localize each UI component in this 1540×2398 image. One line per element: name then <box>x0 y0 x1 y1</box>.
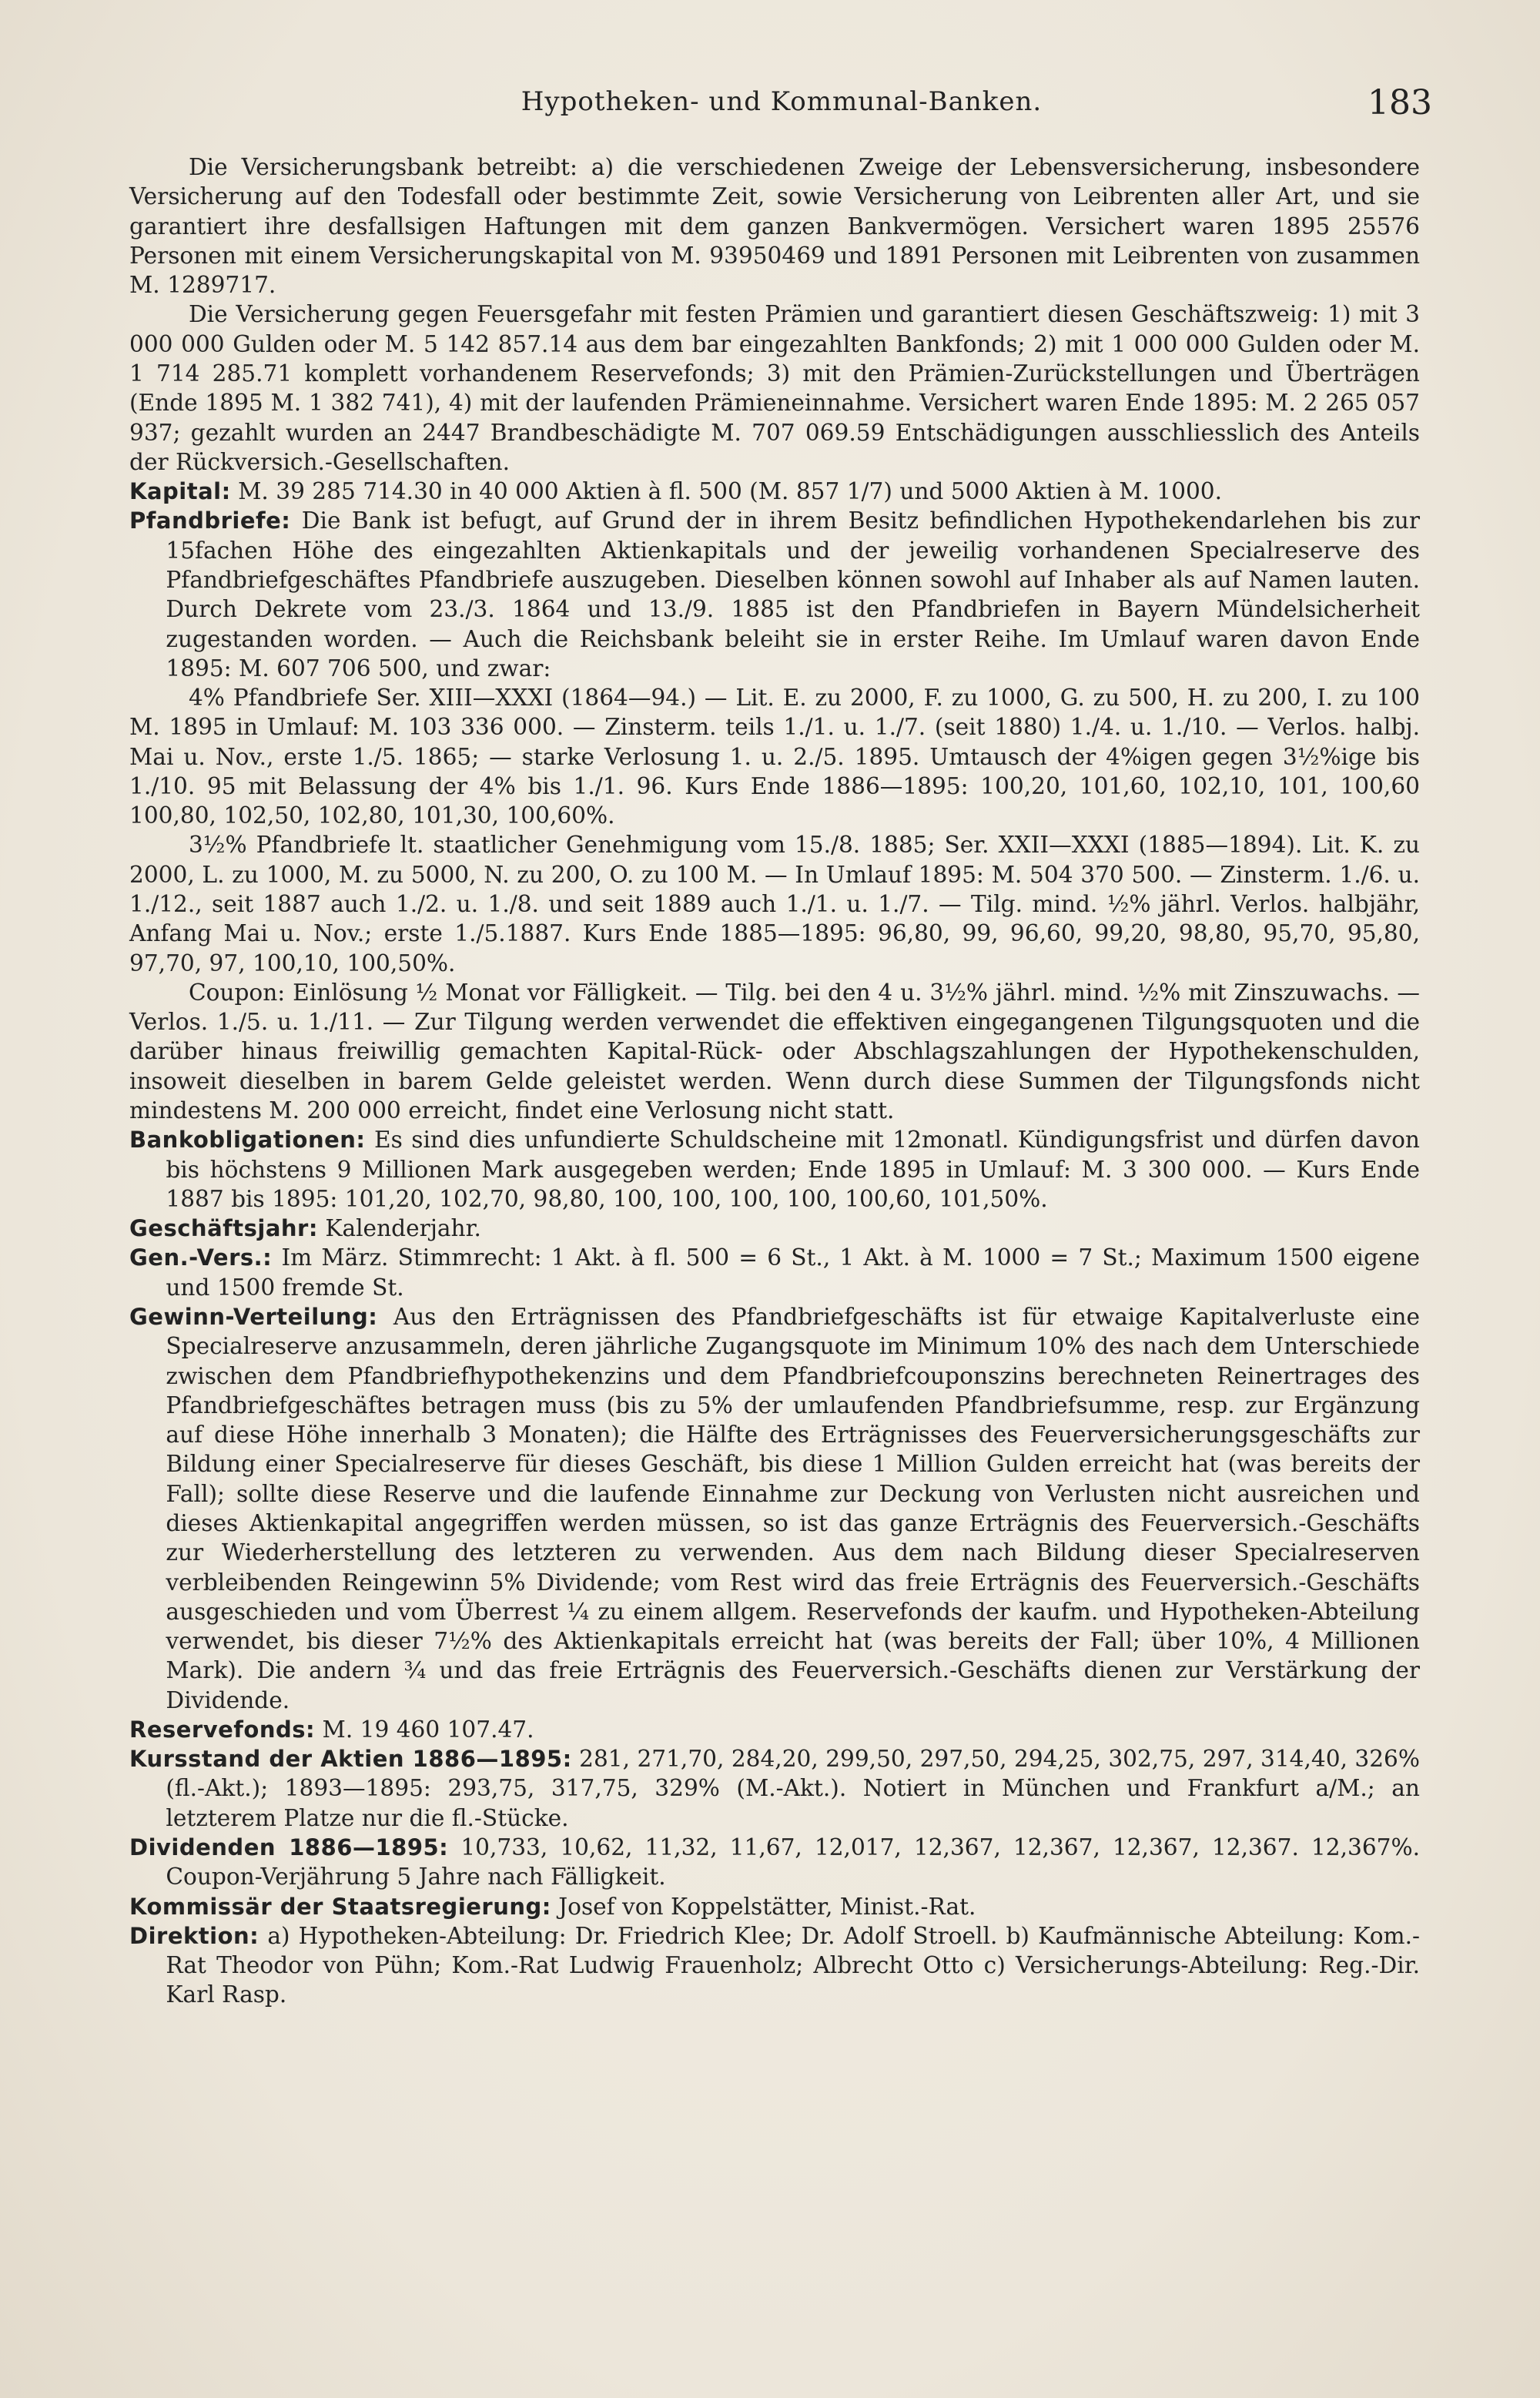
running-head: Hypotheken- und Kommunal-Banken. <box>521 86 1043 117</box>
entry-label: Reservefonds: <box>129 1716 316 1743</box>
body-text <box>129 152 1420 2010</box>
entry-label: Gen.-Vers.: <box>129 1244 273 1271</box>
entry-label: Direktion: <box>129 1922 259 1949</box>
paragraph-text: 4% Pfandbriefe Ser. XIII—XXXI (1864—94.) — Lit. E. zu 2000, F. zu 1000, G. zu 500, H. zu 200, I. zu 100 M. 1895 in Umlauf: M. 103 336 000. — Zinsterm. teils 1./1. u. 1./7. (seit 1880) 1./4. u. 1./10. — Verlos. halbj. Mai u. Nov., erste 1./5. 1865; — starke Verlosung 1. u. 2./5. 1895. Umtausch der 4%igen gegen 3½%ige bis 1./10. 95 mit Belassung der 4% bis 1./1. 96. Kurs Ende 1886—1895: 100,20, 101,60, 102,10, 101, 100,60 100,80, 102,50, 102,80, 101,30, 100,60%. <box>129 685 1420 829</box>
entry-text: 281, 271,70, 284,20, 299,50, 297,50, 294,25, 302,75, 297, 314,40, 326% (fl.-Akt.); 1893—1895: 293,75, 317,75, 329% (M.-Akt.). Notiert in München und Frankfurt a/M.; an letzterem Platze nur die fl.-Stücke. <box>166 1746 1421 1831</box>
entry-text: Es sind dies unfundierte Schuldscheine mit 12monatl. Kündigungsfrist und dürfen davon bis höchstens 9 Millionen Mark ausgegeben werden; Ende 1895 in Umlauf: M. 3 300 000. — Kurs Ende 1887 bis 1895: 101,20, 102,70, 98,80, 100, 100, 100, 100, 100,60, 101,50%. <box>166 1127 1420 1212</box>
entry-text: Aus den Erträgnissen des Pfandbriefgeschäfts ist für etwaige Kapitalverluste eine Specialreserve anzusammeln, deren jährliche Zugangsquote im Minimum 10% des nach dem Unterschiede zwischen dem Pfandbriefhypothekenzins und dem Pfandbriefcouponszins berechneten Reinertrages des Pfandbriefgeschäftes betragen muss (bis zu 5% der umlaufenden Pfandbriefsumme, resp. zur Ergänzung auf diese Höhe innerhalb 3 Monaten); die Hälfte des Erträgnisses des Feuerversicherungsgeschäfts zur Bildung einer Specialreserve für dieses Geschäft, bis diese 1 Million Gulden erreicht hat (was bereits der Fall); sollte diese Reserve und die laufende Einnahme zur Deckung von Verlusten nicht ausreichen und dieses Aktienkapital angegriffen werden müssen, so ist das ganze Erträgnis des Feuerversich.-Geschäfts zur Wiederherstellung des letzteren zu verwenden. Aus dem nach Bildung dieser Specialreserven verbleibenden Reingewinn 5% Dividende; vom Rest wird das freie Erträgnis des Feuerversich.-Geschäfts ausgeschieden und vom Überrest ¼ zu einem allgem. Reservefonds der kaufm. und Hypotheken-Abteilung verwendet, bis dieser 7½% des Aktienkapitals erreicht hat (was bereits der Fall; über 10%, 4 Millionen Mark). Die andern ¾ und das freie Erträgnis des Feuerversich.-Geschäfts dienen zur Verstärkung der Dividende. <box>166 1303 1420 1713</box>
entry-text: Josef von Koppelstätter, Minist.-Rat. <box>551 1893 976 1920</box>
entry-label: Bankobligationen: <box>129 1127 366 1154</box>
entry-direktion <box>129 1921 1420 2010</box>
paragraph-text: Die Versicherungsbank betreibt: a) die verschiedenen Zweige der Lebensversicherung, insbesondere Versicherung auf den Todesfall oder bestimmte Zeit, sowie Versicherung von Leibrenten aller Art, und sie garantiert ihre desfallsigen Haftungen mit dem ganzen Bankvermögen. Versichert waren 1895 25576 Personen mit einem Versicherungskapital von M. 93950469 und 1891 Personen mit Leibrenten von zusammen M. 1289717. <box>129 154 1420 299</box>
page-header <box>131 83 1432 132</box>
entry-geschaeftsjahr <box>129 1214 1420 1243</box>
entry-text: Kalenderjahr. <box>317 1215 481 1242</box>
entry-bankobligationen <box>129 1125 1420 1214</box>
paragraph-text: 3½% Pfandbriefe lt. staatlicher Genehmigung vom 15./8. 1885; Ser. XXII—XXXI (1885—1894). Lit. K. zu 2000, L. zu 1000, M. zu 5000, N. zu 200, O. zu 100 M. — In Umlauf 1895: M. 504 370 500. — Zinsterm. 1./6. u. 1./12., seit 1887 auch 1./2. u. 1./8. und seit 1889 auch 1./1. u. 1./7. — Tilg. mind. ½% jährl. Verlos. halbjähr, Anfang Mai u. Nov.; erste 1./5.1887. Kurs Ende 1885—1895: 96,80, 99, 96,60, 99,20, 98,80, 95,70, 95,80, 97,70, 97, 100,10, 100,50%. <box>129 832 1420 976</box>
entry-label: Geschäftsjahr: <box>129 1215 318 1242</box>
entry-gen-vers <box>129 1243 1420 1302</box>
entry-label: Dividenden 1886—1895: <box>129 1834 449 1861</box>
entry-pfandbriefe <box>129 506 1420 683</box>
subparagraph <box>129 978 1420 1125</box>
page-number: 183 <box>1368 83 1432 122</box>
subparagraph <box>129 683 1420 830</box>
paragraph <box>129 300 1420 477</box>
subparagraph <box>129 830 1420 977</box>
entry-kursstand <box>129 1744 1420 1833</box>
paragraph <box>129 152 1420 300</box>
entry-reservefonds <box>129 1715 1420 1744</box>
entry-text: Die Bank ist befugt, auf Grund der in ihrem Besitz befindlichen Hypothekendarlehen bis zur 15fachen Höhe des eingezahlten Aktienkapitals und der jeweilig vorhandenen Specialreserve des Pfandbriefgeschäftes Pfandbriefe auszugeben. Dieselben können sowohl auf Inhaber als auf Namen lauten. Durch Dekrete vom 23./3. 1864 und 13./9. 1885 ist den Pfandbriefen in Bayern Mündelsicherheit zugestanden worden. — Auch die Reichsbank beleiht sie in erster Reihe. Im Umlauf waren davon Ende 1895: M. 607 706 500, und zwar: <box>166 507 1420 682</box>
entry-text: 10,733, 10,62, 11,32, 11,67, 12,017, 12,367, 12,367, 12,367, 12,367. 12,367%. Coupon-Verjährung 5 Jahre nach Fälligkeit. <box>166 1834 1420 1891</box>
entry-label: Gewinn-Verteilung: <box>129 1303 378 1330</box>
entry-label: Kursstand der Aktien 1886—1895: <box>129 1746 572 1773</box>
entry-kommissaer <box>129 1892 1420 1921</box>
entry-kapital <box>129 477 1420 506</box>
entry-text: Im März. Stimmrecht: 1 Akt. à fl. 500 = 6 St., 1 Akt. à M. 1000 = 7 St.; Maximum 1500 eigene und 1500 fremde St. <box>166 1244 1420 1301</box>
entry-text: a) Hypotheken-Abteilung: Dr. Friedrich Klee; Dr. Adolf Stroell. b) Kaufmännische Abteilung: Kom.-Rat Theodor von Pühn; Kom.-Rat Ludwig Frauenholz; Albrecht Otto c) Versicherungs-Abteilung: Reg.-Dir. Karl Rasp. <box>166 1922 1420 2008</box>
entry-gewinn-verteilung <box>129 1302 1420 1715</box>
paragraph-text: Coupon: Einlösung ½ Monat vor Fälligkeit. — Tilg. bei den 4 u. 3½% jährl. mind. ½% mit Zinszuwachs. — Verlos. 1./5. u. 1./11. — Zur Tilgung werden verwendet die effektiven eingegangenen Tilgungsquoten und die darüber hinaus freiwillig gemachten Kapital-Rück- oder Abschlagszahlungen der Hypothekenschulden, insoweit dieselben in barem Gelde geleistet werden. Wenn durch diese Summen der Tilgungsfonds nicht mindestens M. 200 000 erreicht, findet eine Verlosung nicht statt. <box>129 979 1420 1124</box>
entry-text: M. 19 460 107.47. <box>315 1716 534 1743</box>
entry-label: Pfandbriefe: <box>129 507 291 534</box>
entry-text: M. 39 285 714.30 in 40 000 Aktien à fl. 500 (M. 857 1/7) und 5000 Aktien à M. 1000. <box>230 478 1223 505</box>
entry-label: Kommissär der Staatsregierung: <box>129 1893 551 1920</box>
paragraph-text: Die Versicherung gegen Feuersgefahr mit festen Prämien und garantiert diesen Geschäftszweig: 1) mit 3 000 000 Gulden oder M. 5 142 857.14 aus dem bar eingezahlten Bankfonds; 2) mit 1 000 000 Gulden oder M. 1 714 285.71 komplett vorhandenem Reservefonds; 3) mit den Prämien-Zurückstellungen und Überträgen (Ende 1895 M. 1 382 741), 4) mit der laufenden Prämieneinnahme. Versichert waren Ende 1895: M. 2 265 057 937; gezahlt wurden an 2447 Brandbeschädigte M. 707 069.59 Entschädigungen ausschliesslich des Anteils der Rückversich.-Gesellschaften. <box>129 301 1420 475</box>
entry-dividenden <box>129 1833 1420 1892</box>
entry-label: Kapital: <box>129 478 231 505</box>
